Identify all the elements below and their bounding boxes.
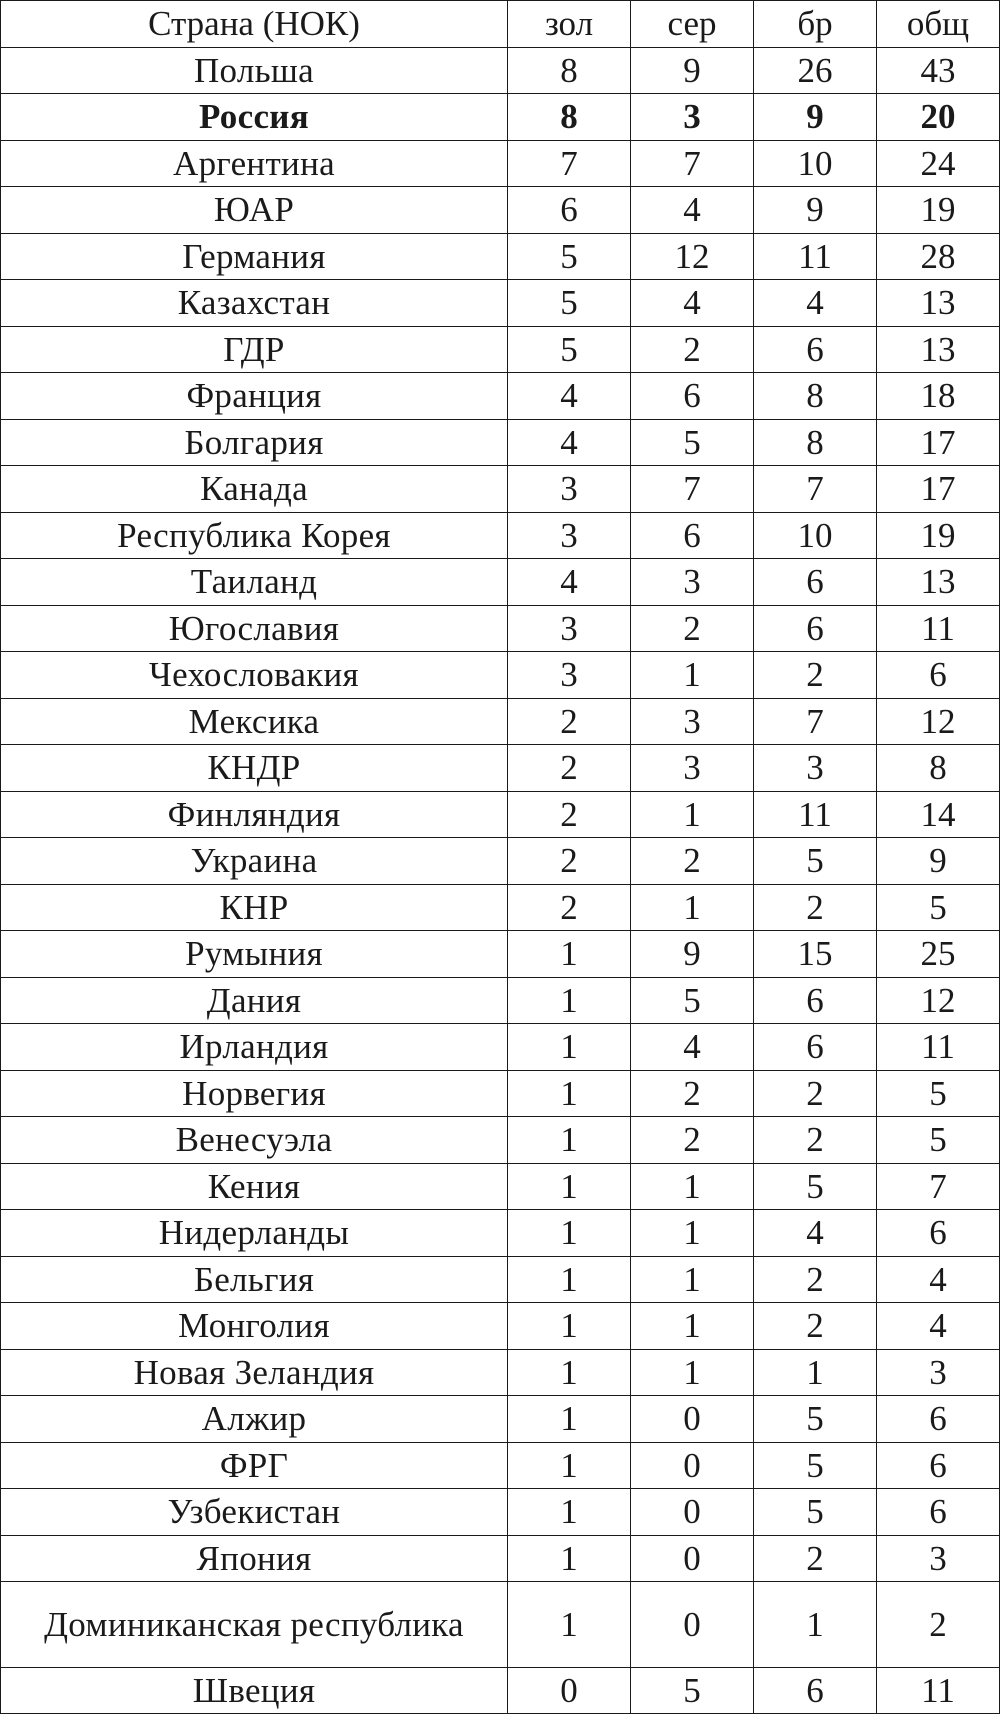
total-cell: 43 (877, 47, 1000, 94)
bronze-cell: 10 (754, 512, 877, 559)
table-row (1, 1117, 1000, 1164)
silver-cell: 1 (631, 1349, 754, 1396)
table-row (1, 466, 1000, 513)
country-cell: Дания (1, 977, 508, 1024)
silver-cell: 2 (631, 838, 754, 885)
table-row (1, 884, 1000, 931)
table-row (1, 94, 1000, 141)
total-cell: 9 (877, 838, 1000, 885)
silver-cell: 4 (631, 280, 754, 327)
total-cell: 6 (877, 652, 1000, 699)
table-row (1, 1667, 1000, 1714)
silver-cell: 4 (631, 1024, 754, 1071)
silver-cell: 0 (631, 1582, 754, 1668)
total-cell: 20 (877, 94, 1000, 141)
gold-cell: 1 (508, 1535, 631, 1582)
gold-cell: 1 (508, 977, 631, 1024)
total-cell: 3 (877, 1349, 1000, 1396)
table-row (1, 745, 1000, 792)
total-cell: 7 (877, 1163, 1000, 1210)
gold-cell: 5 (508, 326, 631, 373)
table-row (1, 1535, 1000, 1582)
country-cell: Швеция (1, 1667, 508, 1714)
table-row (1, 559, 1000, 606)
total-cell: 13 (877, 559, 1000, 606)
header-bronze: бр (754, 1, 877, 48)
gold-cell: 1 (508, 1070, 631, 1117)
country-cell: ФРГ (1, 1442, 508, 1489)
gold-cell: 1 (508, 1210, 631, 1257)
bronze-cell: 7 (754, 466, 877, 513)
country-cell: Германия (1, 233, 508, 280)
total-cell: 5 (877, 1070, 1000, 1117)
gold-cell: 1 (508, 1442, 631, 1489)
country-cell: Япония (1, 1535, 508, 1582)
bronze-cell: 5 (754, 838, 877, 885)
table-row (1, 838, 1000, 885)
gold-cell: 8 (508, 94, 631, 141)
bronze-cell: 5 (754, 1442, 877, 1489)
silver-cell: 9 (631, 47, 754, 94)
total-cell: 11 (877, 1024, 1000, 1071)
gold-cell: 5 (508, 280, 631, 327)
silver-cell: 3 (631, 698, 754, 745)
silver-cell: 2 (631, 605, 754, 652)
gold-cell: 1 (508, 1024, 631, 1071)
gold-cell: 0 (508, 1667, 631, 1714)
bronze-cell: 8 (754, 419, 877, 466)
bronze-cell: 7 (754, 698, 877, 745)
gold-cell: 2 (508, 791, 631, 838)
silver-cell: 3 (631, 94, 754, 141)
silver-cell: 3 (631, 559, 754, 606)
country-cell: Ирландия (1, 1024, 508, 1071)
silver-cell: 1 (631, 1256, 754, 1303)
gold-cell: 2 (508, 884, 631, 931)
country-cell: Югославия (1, 605, 508, 652)
total-cell: 12 (877, 698, 1000, 745)
country-cell: Алжир (1, 1396, 508, 1443)
bronze-cell: 6 (754, 605, 877, 652)
gold-cell: 1 (508, 1256, 631, 1303)
country-cell: Финляндия (1, 791, 508, 838)
gold-cell: 2 (508, 745, 631, 792)
bronze-cell: 6 (754, 1667, 877, 1714)
silver-cell: 1 (631, 1303, 754, 1350)
table-body (1, 47, 1000, 1714)
header-total: общ (877, 1, 1000, 48)
table-row (1, 605, 1000, 652)
total-cell: 19 (877, 512, 1000, 559)
silver-cell: 7 (631, 466, 754, 513)
gold-cell: 2 (508, 838, 631, 885)
table-row (1, 977, 1000, 1024)
bronze-cell: 3 (754, 745, 877, 792)
bronze-cell: 1 (754, 1582, 877, 1668)
gold-cell: 2 (508, 698, 631, 745)
table-row (1, 1210, 1000, 1257)
header-country: Страна (НОК) (1, 1, 508, 48)
table-row (1, 1070, 1000, 1117)
bronze-cell: 1 (754, 1349, 877, 1396)
silver-cell: 1 (631, 652, 754, 699)
silver-cell: 4 (631, 187, 754, 234)
total-cell: 11 (877, 1667, 1000, 1714)
total-cell: 8 (877, 745, 1000, 792)
header-gold: зол (508, 1, 631, 48)
silver-cell: 3 (631, 745, 754, 792)
country-cell: КНДР (1, 745, 508, 792)
bronze-cell: 5 (754, 1163, 877, 1210)
total-cell: 17 (877, 419, 1000, 466)
silver-cell: 0 (631, 1396, 754, 1443)
silver-cell: 5 (631, 1667, 754, 1714)
silver-cell: 1 (631, 791, 754, 838)
table-row (1, 1582, 1000, 1668)
bronze-cell: 2 (754, 1303, 877, 1350)
total-cell: 13 (877, 326, 1000, 373)
country-cell: Россия (1, 94, 508, 141)
bronze-cell: 5 (754, 1489, 877, 1536)
country-cell: Кения (1, 1163, 508, 1210)
country-cell: Монголия (1, 1303, 508, 1350)
gold-cell: 3 (508, 512, 631, 559)
gold-cell: 1 (508, 1396, 631, 1443)
country-cell: Чехословакия (1, 652, 508, 699)
bronze-cell: 9 (754, 94, 877, 141)
bronze-cell: 2 (754, 1535, 877, 1582)
country-cell: Республика Корея (1, 512, 508, 559)
bronze-cell: 10 (754, 140, 877, 187)
country-cell: Франция (1, 373, 508, 420)
gold-cell: 3 (508, 652, 631, 699)
gold-cell: 1 (508, 1303, 631, 1350)
total-cell: 5 (877, 884, 1000, 931)
bronze-cell: 11 (754, 233, 877, 280)
total-cell: 12 (877, 977, 1000, 1024)
silver-cell: 12 (631, 233, 754, 280)
gold-cell: 5 (508, 233, 631, 280)
silver-cell: 1 (631, 884, 754, 931)
country-cell: Болгария (1, 419, 508, 466)
bronze-cell: 6 (754, 977, 877, 1024)
total-cell: 2 (877, 1582, 1000, 1668)
gold-cell: 1 (508, 1163, 631, 1210)
table-row (1, 1489, 1000, 1536)
gold-cell: 1 (508, 1117, 631, 1164)
table-row (1, 187, 1000, 234)
header-row (1, 1, 1000, 48)
total-cell: 18 (877, 373, 1000, 420)
bronze-cell: 6 (754, 559, 877, 606)
gold-cell: 3 (508, 605, 631, 652)
country-cell: КНР (1, 884, 508, 931)
table-row (1, 1349, 1000, 1396)
silver-cell: 9 (631, 931, 754, 978)
table-row (1, 1256, 1000, 1303)
total-cell: 14 (877, 791, 1000, 838)
table-row (1, 652, 1000, 699)
total-cell: 6 (877, 1396, 1000, 1443)
silver-cell: 1 (631, 1210, 754, 1257)
silver-cell: 0 (631, 1442, 754, 1489)
total-cell: 17 (877, 466, 1000, 513)
country-cell: Мексика (1, 698, 508, 745)
gold-cell: 8 (508, 47, 631, 94)
gold-cell: 1 (508, 1582, 631, 1668)
country-cell: Венесуэла (1, 1117, 508, 1164)
total-cell: 25 (877, 931, 1000, 978)
total-cell: 4 (877, 1256, 1000, 1303)
silver-cell: 0 (631, 1489, 754, 1536)
bronze-cell: 26 (754, 47, 877, 94)
country-cell: Нидерланды (1, 1210, 508, 1257)
table-row (1, 512, 1000, 559)
silver-cell: 1 (631, 1163, 754, 1210)
total-cell: 28 (877, 233, 1000, 280)
country-cell: Таиланд (1, 559, 508, 606)
total-cell: 13 (877, 280, 1000, 327)
silver-cell: 2 (631, 1117, 754, 1164)
gold-cell: 7 (508, 140, 631, 187)
country-cell: Норвегия (1, 1070, 508, 1117)
country-cell: ЮАР (1, 187, 508, 234)
country-cell: Польша (1, 47, 508, 94)
bronze-cell: 4 (754, 1210, 877, 1257)
total-cell: 6 (877, 1442, 1000, 1489)
table-row (1, 1024, 1000, 1071)
total-cell: 11 (877, 605, 1000, 652)
gold-cell: 6 (508, 187, 631, 234)
total-cell: 6 (877, 1489, 1000, 1536)
total-cell: 24 (877, 140, 1000, 187)
table-row (1, 280, 1000, 327)
bronze-cell: 2 (754, 1256, 877, 1303)
bronze-cell: 2 (754, 652, 877, 699)
gold-cell: 1 (508, 1489, 631, 1536)
table-row (1, 931, 1000, 978)
table-row (1, 1163, 1000, 1210)
table-row (1, 698, 1000, 745)
table-row (1, 373, 1000, 420)
table-row (1, 1442, 1000, 1489)
silver-cell: 5 (631, 419, 754, 466)
gold-cell: 3 (508, 466, 631, 513)
table-row (1, 1303, 1000, 1350)
bronze-cell: 2 (754, 1070, 877, 1117)
bronze-cell: 9 (754, 187, 877, 234)
country-cell: Аргентина (1, 140, 508, 187)
country-cell: Бельгия (1, 1256, 508, 1303)
table-row (1, 47, 1000, 94)
country-cell: Доминиканская республика (1, 1582, 508, 1668)
silver-cell: 7 (631, 140, 754, 187)
table-row (1, 791, 1000, 838)
table-row (1, 140, 1000, 187)
gold-cell: 1 (508, 1349, 631, 1396)
bronze-cell: 2 (754, 1117, 877, 1164)
total-cell: 5 (877, 1117, 1000, 1164)
silver-cell: 5 (631, 977, 754, 1024)
country-cell: Новая Зеландия (1, 1349, 508, 1396)
silver-cell: 6 (631, 373, 754, 420)
total-cell: 19 (877, 187, 1000, 234)
table-row (1, 1396, 1000, 1443)
bronze-cell: 4 (754, 280, 877, 327)
bronze-cell: 5 (754, 1396, 877, 1443)
gold-cell: 1 (508, 931, 631, 978)
country-cell: ГДР (1, 326, 508, 373)
header-silver: сер (631, 1, 754, 48)
bronze-cell: 6 (754, 326, 877, 373)
gold-cell: 4 (508, 419, 631, 466)
table-row (1, 419, 1000, 466)
gold-cell: 4 (508, 559, 631, 606)
gold-cell: 4 (508, 373, 631, 420)
silver-cell: 6 (631, 512, 754, 559)
total-cell: 4 (877, 1303, 1000, 1350)
silver-cell: 2 (631, 1070, 754, 1117)
table-row (1, 326, 1000, 373)
bronze-cell: 11 (754, 791, 877, 838)
country-cell: Узбекистан (1, 1489, 508, 1536)
silver-cell: 2 (631, 326, 754, 373)
bronze-cell: 8 (754, 373, 877, 420)
bronze-cell: 6 (754, 1024, 877, 1071)
country-cell: Канада (1, 466, 508, 513)
bronze-cell: 15 (754, 931, 877, 978)
country-cell: Украина (1, 838, 508, 885)
table-row (1, 233, 1000, 280)
total-cell: 3 (877, 1535, 1000, 1582)
country-cell: Румыния (1, 931, 508, 978)
total-cell: 6 (877, 1210, 1000, 1257)
silver-cell: 0 (631, 1535, 754, 1582)
bronze-cell: 2 (754, 884, 877, 931)
country-cell: Казахстан (1, 280, 508, 327)
